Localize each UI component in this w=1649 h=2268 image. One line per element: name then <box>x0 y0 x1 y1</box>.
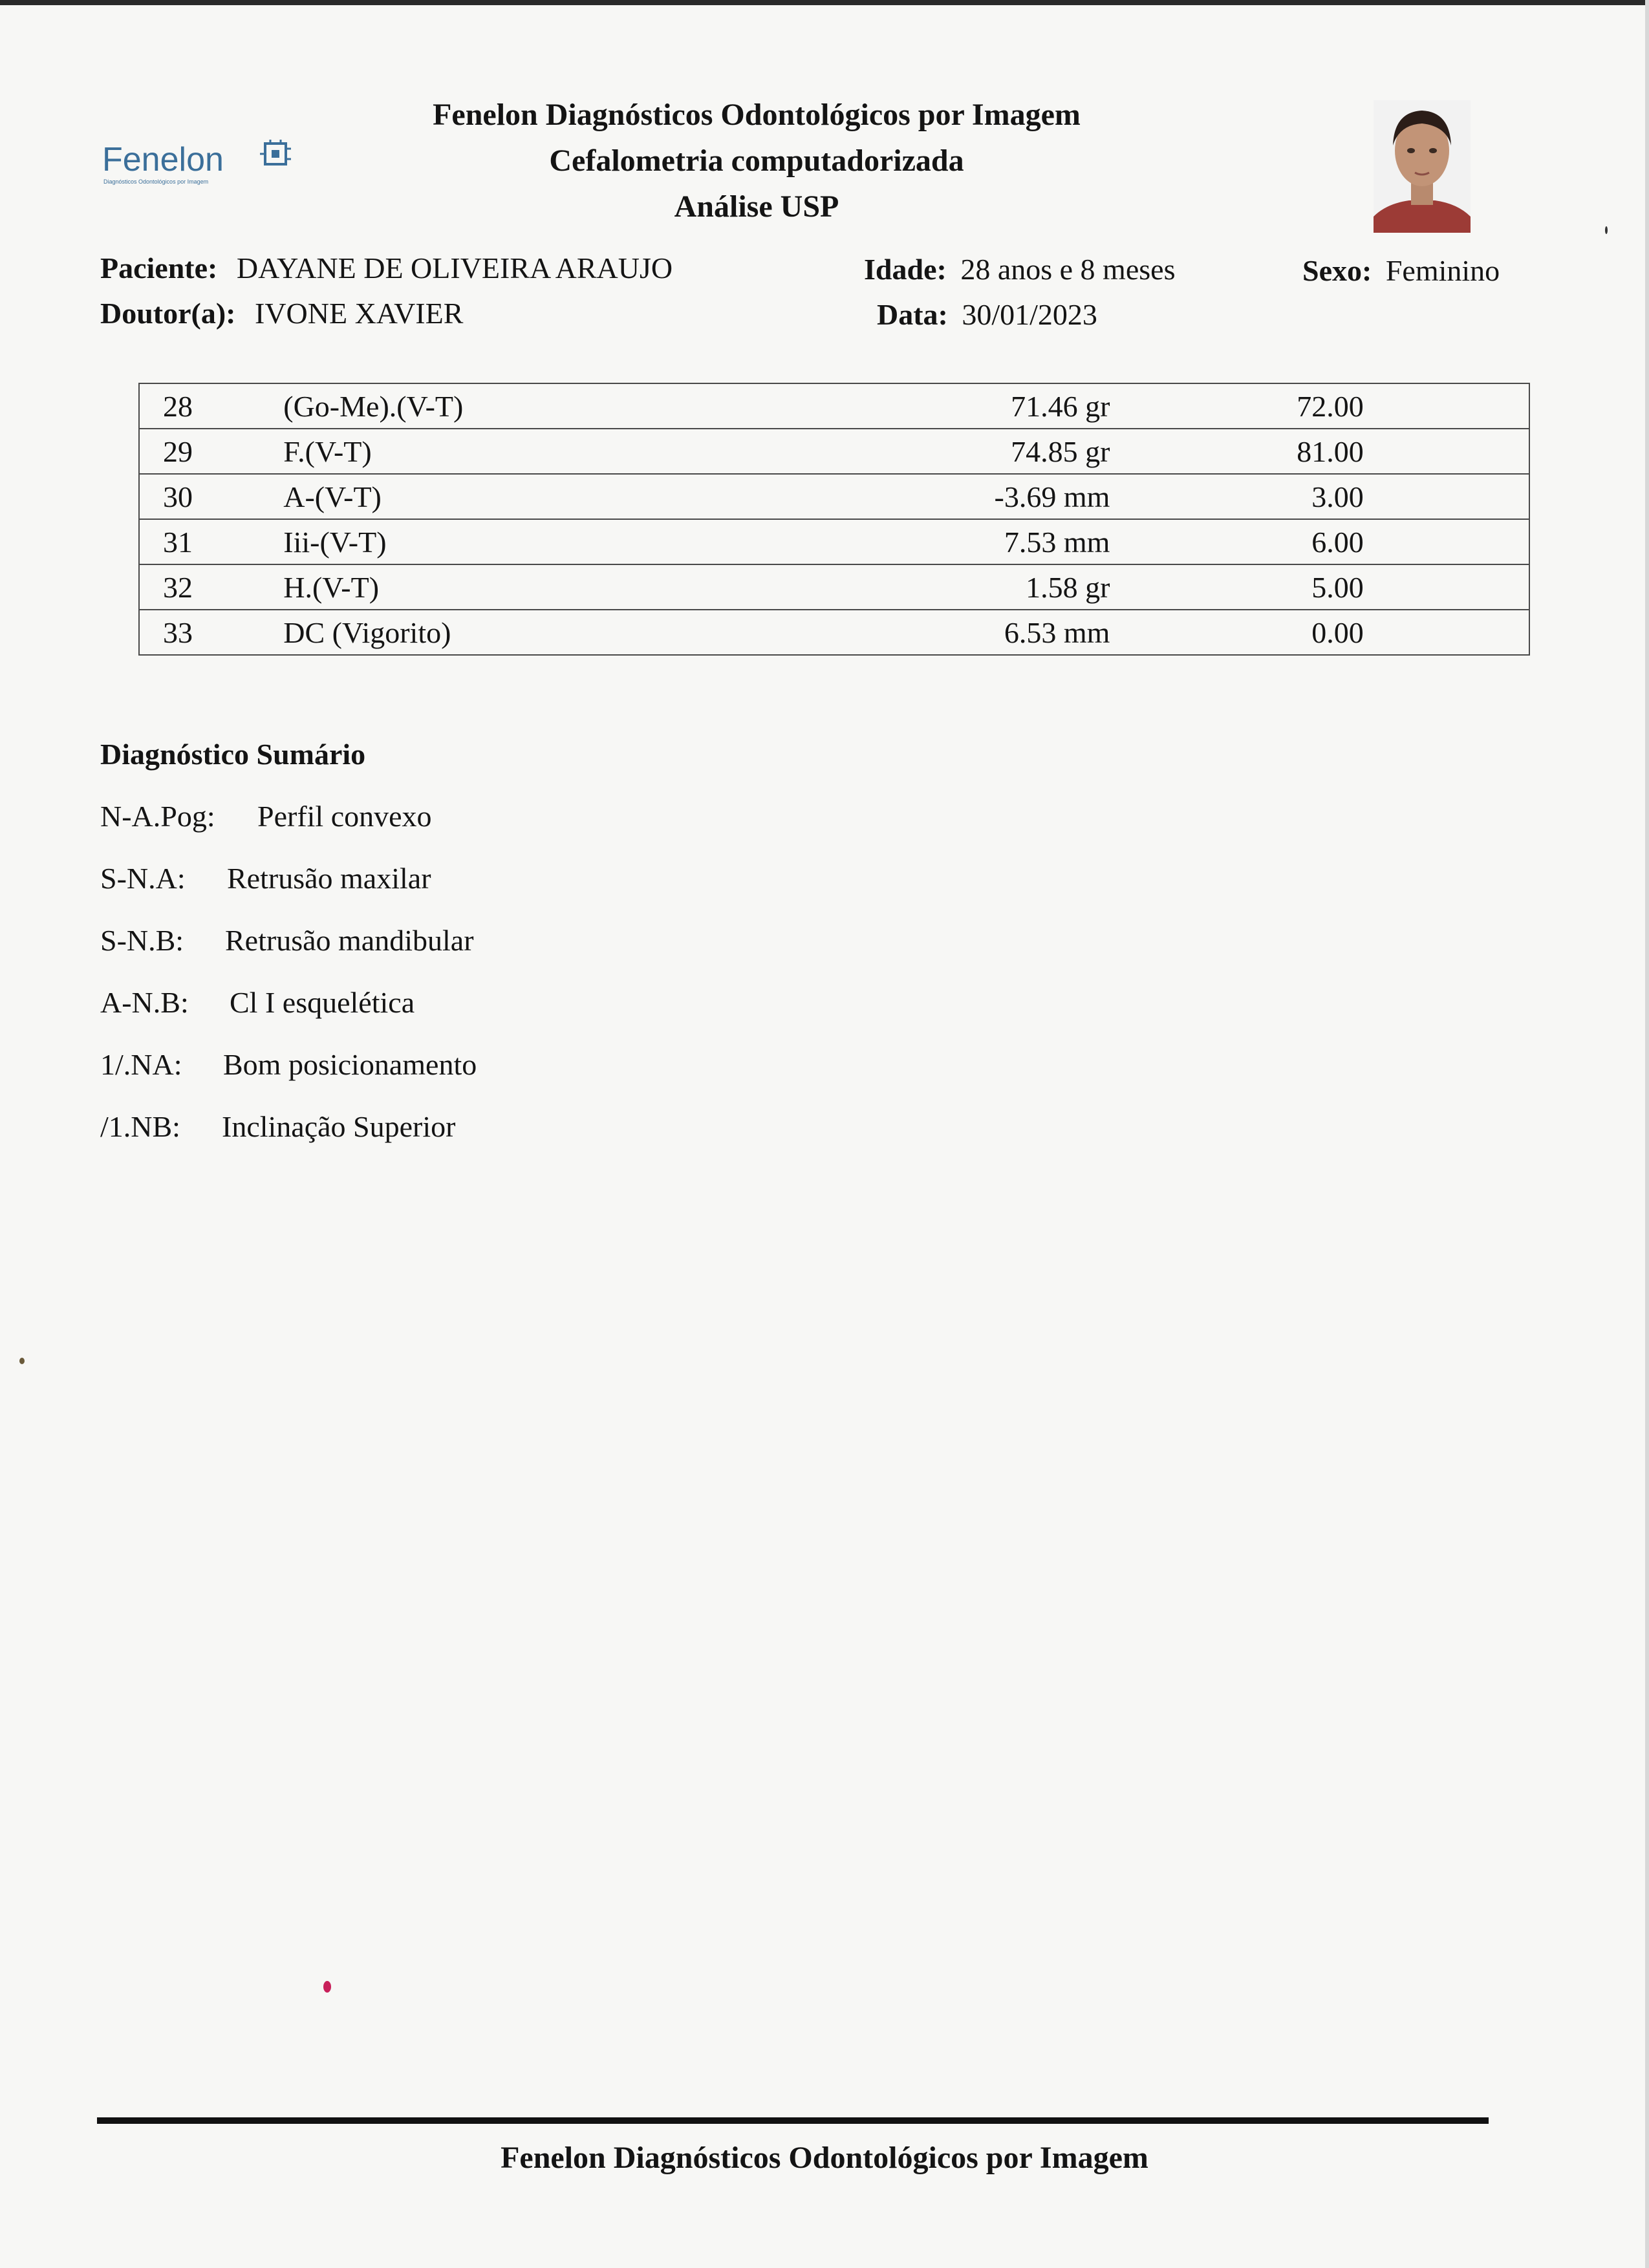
measurement-name: Iii-(V-T) <box>283 519 767 564</box>
measurement-reference: 72.00 <box>1110 383 1363 429</box>
measurement-number: 33 <box>139 610 283 655</box>
scan-speck <box>1605 226 1608 234</box>
scan-speck <box>19 1358 25 1364</box>
table-row <box>139 474 1529 519</box>
measurement-number: 32 <box>139 564 283 610</box>
patient-age: 28 anos e 8 meses <box>960 253 1176 286</box>
measurements-table <box>138 383 1530 656</box>
patient-name-label: Paciente: <box>100 251 218 284</box>
patient-name: DAYANE DE OLIVEIRA ARAUJO <box>236 251 673 284</box>
measurement-name: DC (Vigorito) <box>283 610 767 655</box>
diagnosis-item <box>100 1047 477 1082</box>
measurement-number: 30 <box>139 474 283 519</box>
footer-company: Fenelon Diagnósticos Odontológicos por Imagem <box>501 2141 1148 2175</box>
measurement-value: -3.69 mm <box>767 474 1110 519</box>
measurement-name: F.(V-T) <box>283 429 767 474</box>
measurement-name: H.(V-T) <box>283 564 767 610</box>
table-cell-empty <box>1364 519 1529 564</box>
measurement-value: 7.53 mm <box>767 519 1110 564</box>
diagnosis-code: S-N.B: <box>100 924 184 957</box>
measurement-value: 71.46 gr <box>767 383 1110 429</box>
measurement-value: 1.58 gr <box>767 564 1110 610</box>
table-row <box>139 429 1529 474</box>
doctor-field <box>100 296 463 330</box>
measurement-value: 6.53 mm <box>767 610 1110 655</box>
exam-title: Cefalometria computadorizada <box>549 144 964 178</box>
analysis-title: Análise USP <box>674 189 839 224</box>
measurement-reference: 5.00 <box>1110 564 1363 610</box>
company-title: Fenelon Diagnósticos Odontológicos por Imagem <box>433 98 1081 132</box>
age-label: Idade: <box>864 253 947 286</box>
table-row <box>139 383 1529 429</box>
measurement-number: 28 <box>139 383 283 429</box>
sex-field <box>1302 253 1500 288</box>
measurement-reference: 3.00 <box>1110 474 1363 519</box>
diagnosis-code: S-N.A: <box>100 862 186 895</box>
footer-divider <box>97 2117 1489 2124</box>
scan-edge <box>0 0 1649 5</box>
measurement-number: 29 <box>139 429 283 474</box>
doctor-label: Doutor(a): <box>100 297 236 330</box>
table-row <box>139 564 1529 610</box>
measurement-number: 31 <box>139 519 283 564</box>
measurement-name: A-(V-T) <box>283 474 767 519</box>
measurement-name: (Go-Me).(V-T) <box>283 383 767 429</box>
table-row <box>139 519 1529 564</box>
fenelon-logo <box>102 137 296 189</box>
table-cell-empty <box>1364 564 1529 610</box>
diagnosis-code: /1.NB: <box>100 1110 180 1143</box>
measurement-value: 74.85 gr <box>767 429 1110 474</box>
table-cell-empty <box>1364 610 1529 655</box>
doctor-name: IVONE XAVIER <box>255 297 464 330</box>
diagnosis-title: Diagnóstico Sumário <box>100 738 366 771</box>
diagnosis-code: 1/.NA: <box>100 1048 182 1081</box>
measurement-reference: 6.00 <box>1110 519 1363 564</box>
age-field <box>864 252 1175 286</box>
diagnosis-text: Retrusão maxilar <box>227 862 431 895</box>
patient-sex: Feminino <box>1385 254 1500 287</box>
diagnosis-text: Bom posicionamento <box>223 1048 477 1081</box>
patient-photo <box>1374 100 1471 233</box>
table-row <box>139 610 1529 655</box>
diagnosis-code: N-A.Pog: <box>100 800 215 833</box>
diagnosis-text: Perfil convexo <box>257 800 432 833</box>
diagnosis-item <box>100 923 474 957</box>
exam-date: 30/01/2023 <box>962 298 1097 331</box>
diagnosis-item <box>100 799 432 833</box>
table-cell-empty <box>1364 383 1529 429</box>
scan-edge-right <box>1645 0 1649 2268</box>
table-cell-empty <box>1364 429 1529 474</box>
measurement-reference: 0.00 <box>1110 610 1363 655</box>
diagnosis-text: Retrusão mandibular <box>225 924 474 957</box>
diagnosis-text: Inclinação Superior <box>222 1110 456 1143</box>
measurement-reference: 81.00 <box>1110 429 1363 474</box>
scan-speck <box>323 1981 331 1993</box>
date-label: Data: <box>877 298 948 331</box>
logo-subtitle: Diagnósticos Odontológicos por Imagem <box>103 178 209 185</box>
diagnosis-item <box>100 1109 455 1144</box>
logo-wordmark: Fenelon <box>102 141 224 178</box>
diagnosis-item <box>100 861 431 895</box>
diagnosis-item <box>100 985 415 1020</box>
diagnosis-text: Cl I esquelética <box>230 986 415 1019</box>
logo-chip-icon <box>260 140 291 164</box>
diagnosis-code: A-N.B: <box>100 986 189 1019</box>
table-cell-empty <box>1364 474 1529 519</box>
date-field <box>877 297 1097 332</box>
sex-label: Sexo: <box>1302 254 1372 287</box>
patient-name-field <box>100 251 673 285</box>
